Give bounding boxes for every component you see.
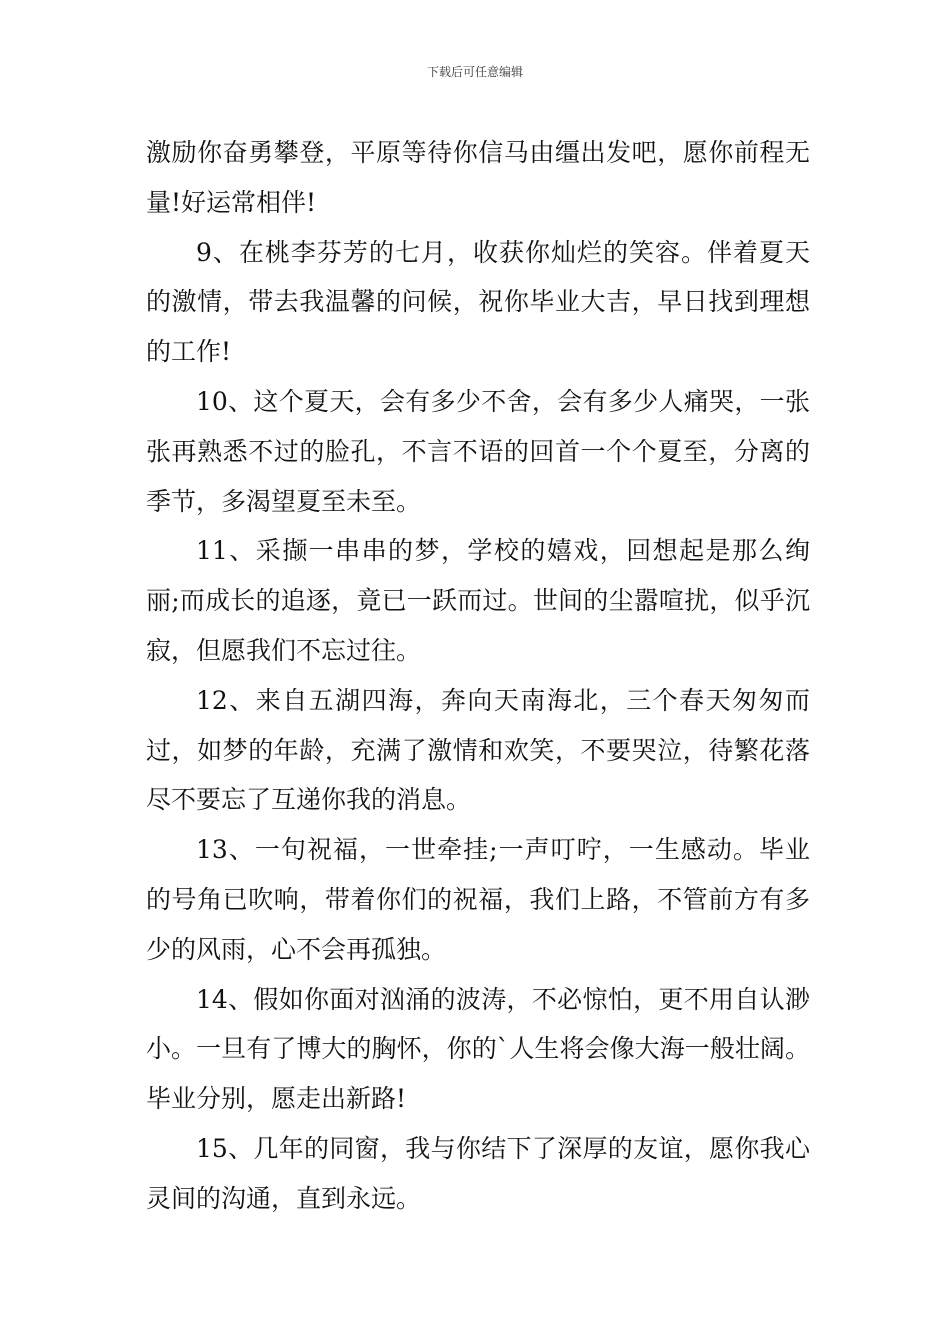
- page-header-note: 下载后可任意编辑: [426, 65, 523, 79]
- paragraph-item-13: 13、一句祝福，一世牵挂;一声叮咛，一生感动。毕业的号角已吹响，带着你们的祝福，我们上路，不管前方有多少的风雨，心不会再孤独。: [146, 835, 810, 964]
- paragraph-item-15: 15、几年的同窗，我与你结下了深厚的友谊，愿你我心灵间的沟通，直到永远。: [146, 1133, 810, 1213]
- paragraph-item-9: 9、在桃李芬芳的七月，收获你灿烂的笑容。伴着夏天的激情，带去我温馨的问候，祝你毕业大吉，早日找到理想的工作!: [146, 237, 810, 367]
- document-body: [146, 128, 810, 1224]
- paragraph-item-12: 12、来自五湖四海，奔向天南海北，三个春天匆匆而过，如梦的年龄，充满了激情和欢笑，不要哭泣，待繁花落尽不要忘了互递你我的消息。: [146, 685, 810, 815]
- paragraph-item-11: 11、采撷一串串的梦，学校的嬉戏，回想起是那么绚丽;而成长的追逐，竟已一跃而过。世间的尘嚣喧扰，似乎沉寂，但愿我们不忘过往。: [146, 536, 810, 665]
- paragraph-continuation: 激励你奋勇攀登，平原等待你信马由缰出发吧，愿你前程无量!好运常相伴!: [146, 138, 810, 217]
- paragraph-item-10: 10、这个夏天，会有多少不舍，会有多少人痛哭，一张张再熟悉不过的脸孔，不言不语的回首一个个夏至，分离的季节，多渴望夏至未至。: [146, 386, 810, 516]
- paragraph-item-14: 14、假如你面对汹涌的波涛，不必惊怕，更不用自认渺小。一旦有了博大的胸怀，你的`人生将会像大海一般壮阔。毕业分别，愿走出新路!: [146, 984, 810, 1114]
